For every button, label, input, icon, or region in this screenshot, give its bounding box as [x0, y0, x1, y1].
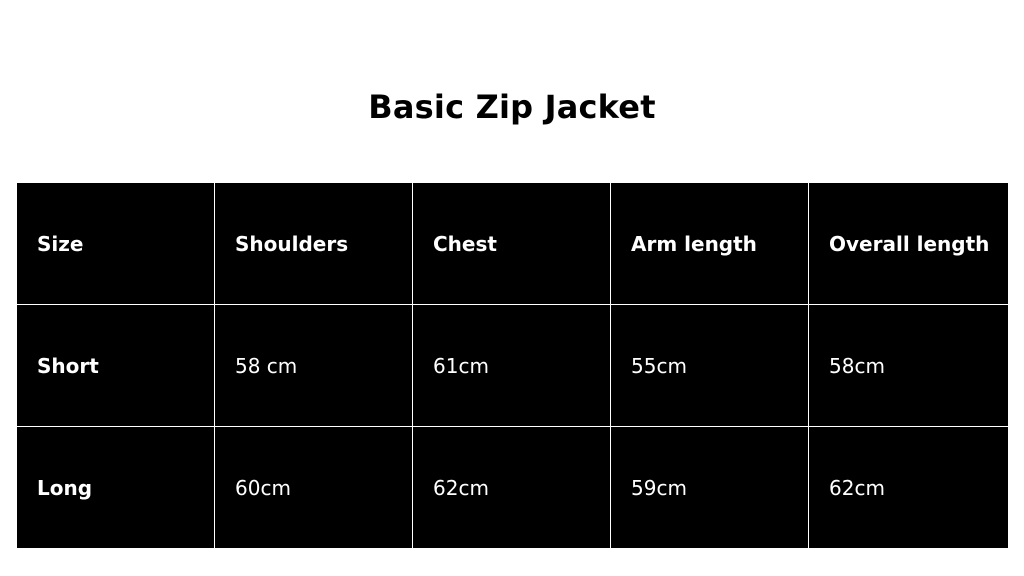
table-row	[17, 427, 1009, 549]
table-body	[17, 305, 1009, 549]
row-label-long: Long	[17, 427, 215, 549]
table-row	[17, 305, 1009, 427]
table-header	[17, 183, 1009, 305]
row-label-short: Short	[17, 305, 215, 427]
table-header-row	[17, 183, 1009, 305]
column-header-shoulders: Shoulders	[215, 183, 413, 305]
cell-long-arm-length: 59cm	[611, 427, 809, 549]
cell-short-arm-length: 55cm	[611, 305, 809, 427]
cell-short-overall-length: 58cm	[809, 305, 1009, 427]
cell-short-shoulders: 58 cm	[215, 305, 413, 427]
page-title: Basic Zip Jacket	[368, 88, 656, 126]
size-chart-container	[16, 182, 1008, 549]
column-header-size: Size	[17, 183, 215, 305]
column-header-overall-length: Overall length	[809, 183, 1009, 305]
cell-long-chest: 62cm	[413, 427, 611, 549]
size-chart-table	[16, 182, 1009, 549]
cell-short-chest: 61cm	[413, 305, 611, 427]
cell-long-shoulders: 60cm	[215, 427, 413, 549]
column-header-chest: Chest	[413, 183, 611, 305]
column-header-arm-length: Arm length	[611, 183, 809, 305]
cell-long-overall-length: 62cm	[809, 427, 1009, 549]
